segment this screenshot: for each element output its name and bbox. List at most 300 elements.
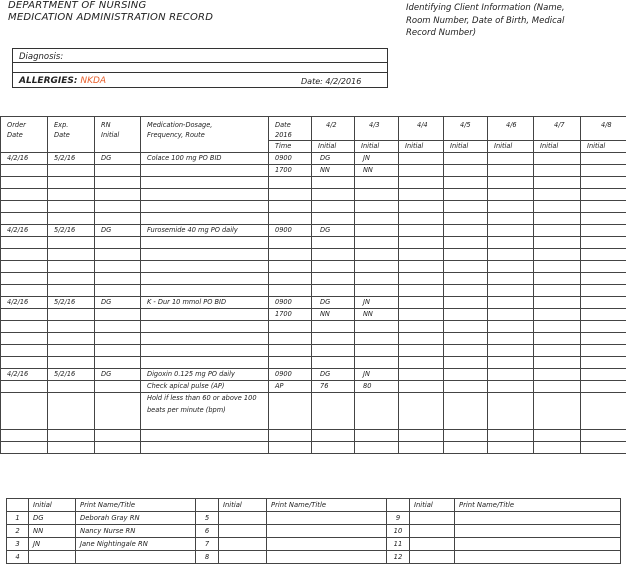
- initial-cell[interactable]: [581, 177, 626, 189]
- initial-cell[interactable]: JN: [29, 538, 76, 551]
- order-date-cell[interactable]: 4/2/16: [1, 369, 48, 381]
- initial-cell[interactable]: [488, 261, 534, 273]
- rn-initial-cell[interactable]: [95, 345, 141, 357]
- rn-initial-cell[interactable]: [95, 261, 141, 273]
- initial-cell[interactable]: [581, 345, 626, 357]
- initial-cell[interactable]: [355, 357, 399, 369]
- initial-cell[interactable]: [355, 345, 399, 357]
- medication-cell[interactable]: [141, 285, 269, 297]
- initial-cell[interactable]: [355, 213, 399, 225]
- rn-initial-cell[interactable]: [95, 285, 141, 297]
- time-cell[interactable]: 1700: [269, 309, 312, 321]
- exp-date-cell[interactable]: [48, 189, 95, 201]
- initial-cell[interactable]: [399, 381, 444, 393]
- initial-cell[interactable]: [312, 442, 355, 454]
- initial-cell[interactable]: [399, 321, 444, 333]
- order-date-cell[interactable]: [1, 321, 48, 333]
- rn-initial-cell[interactable]: DG: [95, 153, 141, 165]
- initial-cell[interactable]: [534, 357, 581, 369]
- time-cell[interactable]: 0900: [269, 297, 312, 309]
- initial-cell[interactable]: [399, 261, 444, 273]
- initial-cell[interactable]: DG: [312, 369, 355, 381]
- initial-cell[interactable]: [444, 285, 488, 297]
- initial-cell[interactable]: [399, 189, 444, 201]
- initial-cell[interactable]: [444, 201, 488, 213]
- initial-cell[interactable]: [399, 357, 444, 369]
- initial-cell[interactable]: [581, 153, 626, 165]
- initial-cell[interactable]: [534, 225, 581, 237]
- time-cell[interactable]: [269, 189, 312, 201]
- order-date-cell[interactable]: [1, 237, 48, 249]
- rn-initial-cell[interactable]: DG: [95, 297, 141, 309]
- print-name-cell[interactable]: [455, 512, 621, 525]
- time-cell[interactable]: [269, 333, 312, 345]
- order-date-cell[interactable]: [1, 177, 48, 189]
- medication-cell[interactable]: [141, 309, 269, 321]
- exp-date-cell[interactable]: [48, 237, 95, 249]
- print-name-cell[interactable]: Jane Nightingale RN: [76, 538, 196, 551]
- initial-cell[interactable]: [581, 213, 626, 225]
- initial-cell[interactable]: [581, 357, 626, 369]
- medication-cell[interactable]: [141, 249, 269, 261]
- initial-cell[interactable]: [219, 538, 267, 551]
- exp-date-cell[interactable]: [48, 381, 95, 393]
- exp-date-cell[interactable]: [48, 201, 95, 213]
- initial-cell[interactable]: [444, 369, 488, 381]
- initial-cell[interactable]: [399, 442, 444, 454]
- rn-initial-cell[interactable]: [95, 381, 141, 393]
- initial-cell[interactable]: [312, 430, 355, 442]
- time-cell[interactable]: [269, 273, 312, 285]
- medication-cell[interactable]: [141, 189, 269, 201]
- initial-cell[interactable]: [488, 165, 534, 177]
- initial-cell[interactable]: [534, 213, 581, 225]
- initial-cell[interactable]: [581, 165, 626, 177]
- print-name-cell[interactable]: [267, 512, 387, 525]
- initial-cell[interactable]: [444, 430, 488, 442]
- rn-initial-cell[interactable]: [95, 165, 141, 177]
- initial-cell[interactable]: [219, 525, 267, 538]
- initial-cell[interactable]: [488, 237, 534, 249]
- order-date-cell[interactable]: [1, 430, 48, 442]
- initial-cell[interactable]: [488, 309, 534, 321]
- initial-cell[interactable]: [488, 430, 534, 442]
- medication-cell[interactable]: [141, 237, 269, 249]
- initial-cell[interactable]: [488, 381, 534, 393]
- time-cell[interactable]: [269, 321, 312, 333]
- print-name-cell[interactable]: [455, 538, 621, 551]
- order-date-cell[interactable]: [1, 333, 48, 345]
- rn-initial-cell[interactable]: [95, 189, 141, 201]
- order-date-cell[interactable]: [1, 189, 48, 201]
- medication-cell[interactable]: [141, 345, 269, 357]
- initial-cell[interactable]: [399, 213, 444, 225]
- initial-cell[interactable]: [399, 345, 444, 357]
- initial-cell[interactable]: JN: [355, 297, 399, 309]
- initial-cell[interactable]: [355, 442, 399, 454]
- rn-initial-cell[interactable]: [95, 273, 141, 285]
- print-name-cell[interactable]: [455, 525, 621, 538]
- initial-cell[interactable]: [581, 285, 626, 297]
- exp-date-cell[interactable]: [48, 261, 95, 273]
- time-cell[interactable]: [269, 357, 312, 369]
- initial-cell[interactable]: [355, 201, 399, 213]
- initial-cell[interactable]: [534, 369, 581, 381]
- initial-cell[interactable]: DG: [312, 225, 355, 237]
- order-date-cell[interactable]: [1, 261, 48, 273]
- initial-cell[interactable]: [355, 393, 399, 430]
- initial-cell[interactable]: DG: [312, 297, 355, 309]
- print-name-cell[interactable]: Nancy Nurse RN: [76, 525, 196, 538]
- exp-date-cell[interactable]: [48, 213, 95, 225]
- initial-cell[interactable]: NN: [312, 165, 355, 177]
- initial-cell[interactable]: JN: [355, 153, 399, 165]
- initial-cell[interactable]: [444, 309, 488, 321]
- medication-cell[interactable]: Colace 100 mg PO BID: [141, 153, 269, 165]
- initial-cell[interactable]: [399, 177, 444, 189]
- order-date-cell[interactable]: [1, 213, 48, 225]
- initial-cell[interactable]: [355, 333, 399, 345]
- initial-cell[interactable]: [312, 213, 355, 225]
- initial-cell[interactable]: [399, 153, 444, 165]
- exp-date-cell[interactable]: [48, 357, 95, 369]
- initial-cell[interactable]: [488, 369, 534, 381]
- initial-cell[interactable]: [581, 393, 626, 430]
- initial-cell[interactable]: [444, 273, 488, 285]
- time-cell[interactable]: 0900: [269, 153, 312, 165]
- initial-cell[interactable]: [312, 237, 355, 249]
- initial-cell[interactable]: [581, 225, 626, 237]
- initial-cell[interactable]: [312, 285, 355, 297]
- initial-cell[interactable]: [355, 285, 399, 297]
- exp-date-cell[interactable]: 5/2/16: [48, 225, 95, 237]
- exp-date-cell[interactable]: 5/2/16: [48, 297, 95, 309]
- time-cell[interactable]: [269, 177, 312, 189]
- initial-cell[interactable]: [444, 357, 488, 369]
- initial-cell[interactable]: [355, 261, 399, 273]
- rn-initial-cell[interactable]: [95, 393, 141, 430]
- initial-cell[interactable]: [534, 285, 581, 297]
- exp-date-cell[interactable]: 5/2/16: [48, 369, 95, 381]
- initial-cell[interactable]: NN: [29, 525, 76, 538]
- print-name-cell[interactable]: Deborah Gray RN: [76, 512, 196, 525]
- time-cell[interactable]: [269, 249, 312, 261]
- initial-cell[interactable]: [444, 237, 488, 249]
- exp-date-cell[interactable]: [48, 273, 95, 285]
- initial-cell[interactable]: [355, 273, 399, 285]
- time-cell[interactable]: 0900: [269, 225, 312, 237]
- initial-cell[interactable]: [488, 153, 534, 165]
- rn-initial-cell[interactable]: [95, 321, 141, 333]
- initial-cell[interactable]: [488, 201, 534, 213]
- initial-cell[interactable]: [444, 165, 488, 177]
- initial-cell[interactable]: [534, 345, 581, 357]
- rn-initial-cell[interactable]: [95, 213, 141, 225]
- initial-cell[interactable]: [399, 237, 444, 249]
- initial-cell[interactable]: [399, 165, 444, 177]
- initial-cell[interactable]: [444, 442, 488, 454]
- initial-cell[interactable]: [355, 225, 399, 237]
- exp-date-cell[interactable]: [48, 333, 95, 345]
- medication-cell[interactable]: [141, 261, 269, 273]
- exp-date-cell[interactable]: [48, 442, 95, 454]
- initial-cell[interactable]: [410, 525, 455, 538]
- initial-cell[interactable]: [444, 321, 488, 333]
- initial-cell[interactable]: [355, 321, 399, 333]
- time-cell[interactable]: AP: [269, 381, 312, 393]
- initial-cell[interactable]: [534, 201, 581, 213]
- initial-cell[interactable]: [534, 297, 581, 309]
- initial-cell[interactable]: [488, 225, 534, 237]
- initial-cell[interactable]: 80: [355, 381, 399, 393]
- initial-cell[interactable]: [581, 189, 626, 201]
- rn-initial-cell[interactable]: [95, 177, 141, 189]
- exp-date-cell[interactable]: [48, 177, 95, 189]
- rn-initial-cell[interactable]: [95, 201, 141, 213]
- time-cell[interactable]: [269, 393, 312, 430]
- medication-cell[interactable]: [141, 321, 269, 333]
- order-date-cell[interactable]: [1, 249, 48, 261]
- time-cell[interactable]: [269, 430, 312, 442]
- initial-cell[interactable]: [488, 273, 534, 285]
- medication-cell[interactable]: [141, 165, 269, 177]
- initial-cell[interactable]: [488, 285, 534, 297]
- time-cell[interactable]: [269, 345, 312, 357]
- medication-cell[interactable]: Check apical pulse (AP): [141, 381, 269, 393]
- initial-cell[interactable]: [488, 357, 534, 369]
- initial-cell[interactable]: [312, 189, 355, 201]
- initial-cell[interactable]: [312, 201, 355, 213]
- medication-cell[interactable]: [141, 213, 269, 225]
- order-date-cell[interactable]: [1, 201, 48, 213]
- initial-cell[interactable]: [399, 249, 444, 261]
- rn-initial-cell[interactable]: [95, 309, 141, 321]
- initial-cell[interactable]: [312, 393, 355, 430]
- initial-cell[interactable]: [444, 189, 488, 201]
- rn-initial-cell[interactable]: [95, 357, 141, 369]
- initial-cell[interactable]: [488, 213, 534, 225]
- initial-cell[interactable]: [534, 261, 581, 273]
- order-date-cell[interactable]: [1, 442, 48, 454]
- initial-cell[interactable]: [534, 177, 581, 189]
- initial-cell[interactable]: [488, 345, 534, 357]
- print-name-cell[interactable]: [267, 538, 387, 551]
- medication-cell[interactable]: [141, 201, 269, 213]
- order-date-cell[interactable]: [1, 309, 48, 321]
- rn-initial-cell[interactable]: [95, 442, 141, 454]
- exp-date-cell[interactable]: [48, 309, 95, 321]
- initial-cell[interactable]: [444, 177, 488, 189]
- initial-cell[interactable]: [219, 512, 267, 525]
- initial-cell[interactable]: [444, 213, 488, 225]
- initial-cell[interactable]: [444, 297, 488, 309]
- initial-cell[interactable]: [581, 430, 626, 442]
- initial-cell[interactable]: [312, 333, 355, 345]
- exp-date-cell[interactable]: [48, 321, 95, 333]
- rn-initial-cell[interactable]: [95, 237, 141, 249]
- initial-cell[interactable]: [29, 551, 76, 564]
- time-cell[interactable]: 1700: [269, 165, 312, 177]
- initial-cell[interactable]: JN: [355, 369, 399, 381]
- initial-cell[interactable]: [488, 393, 534, 430]
- initial-cell[interactable]: [534, 430, 581, 442]
- exp-date-cell[interactable]: [48, 345, 95, 357]
- initial-cell[interactable]: [488, 442, 534, 454]
- medication-cell[interactable]: [141, 442, 269, 454]
- initial-cell[interactable]: [534, 249, 581, 261]
- initial-cell[interactable]: [399, 369, 444, 381]
- initial-cell[interactable]: [410, 512, 455, 525]
- initial-cell[interactable]: [581, 249, 626, 261]
- initial-cell[interactable]: [444, 381, 488, 393]
- initial-cell[interactable]: DG: [312, 153, 355, 165]
- initial-cell[interactable]: [581, 442, 626, 454]
- rn-initial-cell[interactable]: DG: [95, 369, 141, 381]
- medication-cell[interactable]: K - Dur 10 mmol PO BID: [141, 297, 269, 309]
- initial-cell[interactable]: [355, 237, 399, 249]
- initial-cell[interactable]: [312, 345, 355, 357]
- initial-cell[interactable]: [312, 357, 355, 369]
- print-name-cell[interactable]: [267, 551, 387, 564]
- initial-cell[interactable]: [444, 153, 488, 165]
- initial-cell[interactable]: [534, 309, 581, 321]
- initial-cell[interactable]: [312, 273, 355, 285]
- initial-cell[interactable]: [534, 189, 581, 201]
- rn-initial-cell[interactable]: [95, 430, 141, 442]
- rn-initial-cell[interactable]: [95, 249, 141, 261]
- initial-cell[interactable]: [399, 333, 444, 345]
- print-name-cell[interactable]: [267, 525, 387, 538]
- initial-cell[interactable]: [355, 249, 399, 261]
- order-date-cell[interactable]: [1, 345, 48, 357]
- initial-cell[interactable]: [410, 551, 455, 564]
- initial-cell[interactable]: [534, 237, 581, 249]
- initial-cell[interactable]: [399, 285, 444, 297]
- initial-cell[interactable]: NN: [355, 309, 399, 321]
- initial-cell[interactable]: [488, 249, 534, 261]
- initial-cell[interactable]: [534, 273, 581, 285]
- initial-cell[interactable]: [355, 189, 399, 201]
- order-date-cell[interactable]: [1, 381, 48, 393]
- initial-cell[interactable]: [581, 381, 626, 393]
- order-date-cell[interactable]: [1, 357, 48, 369]
- initial-cell[interactable]: [444, 393, 488, 430]
- initial-cell[interactable]: [312, 249, 355, 261]
- time-cell[interactable]: [269, 285, 312, 297]
- rn-initial-cell[interactable]: [95, 333, 141, 345]
- initial-cell[interactable]: [312, 261, 355, 273]
- medication-cell[interactable]: Furosemide 40 mg PO daily: [141, 225, 269, 237]
- initial-cell[interactable]: NN: [355, 165, 399, 177]
- initial-cell[interactable]: [581, 333, 626, 345]
- initial-cell[interactable]: [444, 333, 488, 345]
- medication-cell[interactable]: [141, 430, 269, 442]
- time-cell[interactable]: [269, 201, 312, 213]
- initial-cell[interactable]: [581, 309, 626, 321]
- order-date-cell[interactable]: 4/2/16: [1, 297, 48, 309]
- initial-cell[interactable]: [399, 297, 444, 309]
- initial-cell[interactable]: [488, 321, 534, 333]
- initial-cell[interactable]: [399, 430, 444, 442]
- initial-cell[interactable]: [581, 201, 626, 213]
- initial-cell[interactable]: [399, 393, 444, 430]
- initial-cell[interactable]: [534, 393, 581, 430]
- print-name-cell[interactable]: [76, 551, 196, 564]
- initial-cell[interactable]: [581, 297, 626, 309]
- medication-cell[interactable]: Hold if less than 60 or above 100 beats per minute (bpm): [141, 393, 269, 430]
- initial-cell[interactable]: [488, 333, 534, 345]
- order-date-cell[interactable]: [1, 393, 48, 430]
- time-cell[interactable]: [269, 213, 312, 225]
- initial-cell[interactable]: [534, 333, 581, 345]
- initial-cell[interactable]: [219, 551, 267, 564]
- initial-cell[interactable]: [444, 249, 488, 261]
- initial-cell[interactable]: [488, 297, 534, 309]
- time-cell[interactable]: [269, 261, 312, 273]
- order-date-cell[interactable]: [1, 165, 48, 177]
- initial-cell[interactable]: [581, 273, 626, 285]
- rn-initial-cell[interactable]: DG: [95, 225, 141, 237]
- initial-cell[interactable]: [581, 369, 626, 381]
- order-date-cell[interactable]: [1, 285, 48, 297]
- initial-cell[interactable]: [399, 273, 444, 285]
- order-date-cell[interactable]: 4/2/16: [1, 225, 48, 237]
- time-cell[interactable]: [269, 442, 312, 454]
- exp-date-cell[interactable]: [48, 249, 95, 261]
- initial-cell[interactable]: [534, 381, 581, 393]
- initial-cell[interactable]: [355, 430, 399, 442]
- order-date-cell[interactable]: [1, 273, 48, 285]
- time-cell[interactable]: 0900: [269, 369, 312, 381]
- order-date-cell[interactable]: 4/2/16: [1, 153, 48, 165]
- exp-date-cell[interactable]: [48, 285, 95, 297]
- initial-cell[interactable]: [534, 442, 581, 454]
- initial-cell[interactable]: [581, 261, 626, 273]
- initial-cell[interactable]: [312, 321, 355, 333]
- initial-cell[interactable]: [399, 309, 444, 321]
- initial-cell[interactable]: [534, 321, 581, 333]
- initial-cell[interactable]: [410, 538, 455, 551]
- medication-cell[interactable]: [141, 333, 269, 345]
- exp-date-cell[interactable]: [48, 165, 95, 177]
- medication-cell[interactable]: [141, 273, 269, 285]
- time-cell[interactable]: [269, 237, 312, 249]
- medication-cell[interactable]: Digoxin 0.125 mg PO daily: [141, 369, 269, 381]
- initial-cell[interactable]: [534, 165, 581, 177]
- exp-date-cell[interactable]: [48, 393, 95, 430]
- initial-cell[interactable]: [444, 225, 488, 237]
- initial-cell[interactable]: [399, 201, 444, 213]
- initial-cell[interactable]: [488, 177, 534, 189]
- initial-cell[interactable]: [581, 321, 626, 333]
- initial-cell[interactable]: [355, 177, 399, 189]
- exp-date-cell[interactable]: [48, 430, 95, 442]
- exp-date-cell[interactable]: 5/2/16: [48, 153, 95, 165]
- print-name-cell[interactable]: [455, 551, 621, 564]
- initial-cell[interactable]: 76: [312, 381, 355, 393]
- medication-cell[interactable]: [141, 177, 269, 189]
- initial-cell[interactable]: NN: [312, 309, 355, 321]
- initial-cell[interactable]: [444, 345, 488, 357]
- initial-cell[interactable]: [312, 177, 355, 189]
- initial-cell[interactable]: [534, 153, 581, 165]
- initial-cell[interactable]: DG: [29, 512, 76, 525]
- initial-cell[interactable]: [488, 189, 534, 201]
- initial-cell[interactable]: [399, 225, 444, 237]
- medication-cell[interactable]: [141, 357, 269, 369]
- initial-cell[interactable]: [581, 237, 626, 249]
- initial-cell[interactable]: [444, 261, 488, 273]
